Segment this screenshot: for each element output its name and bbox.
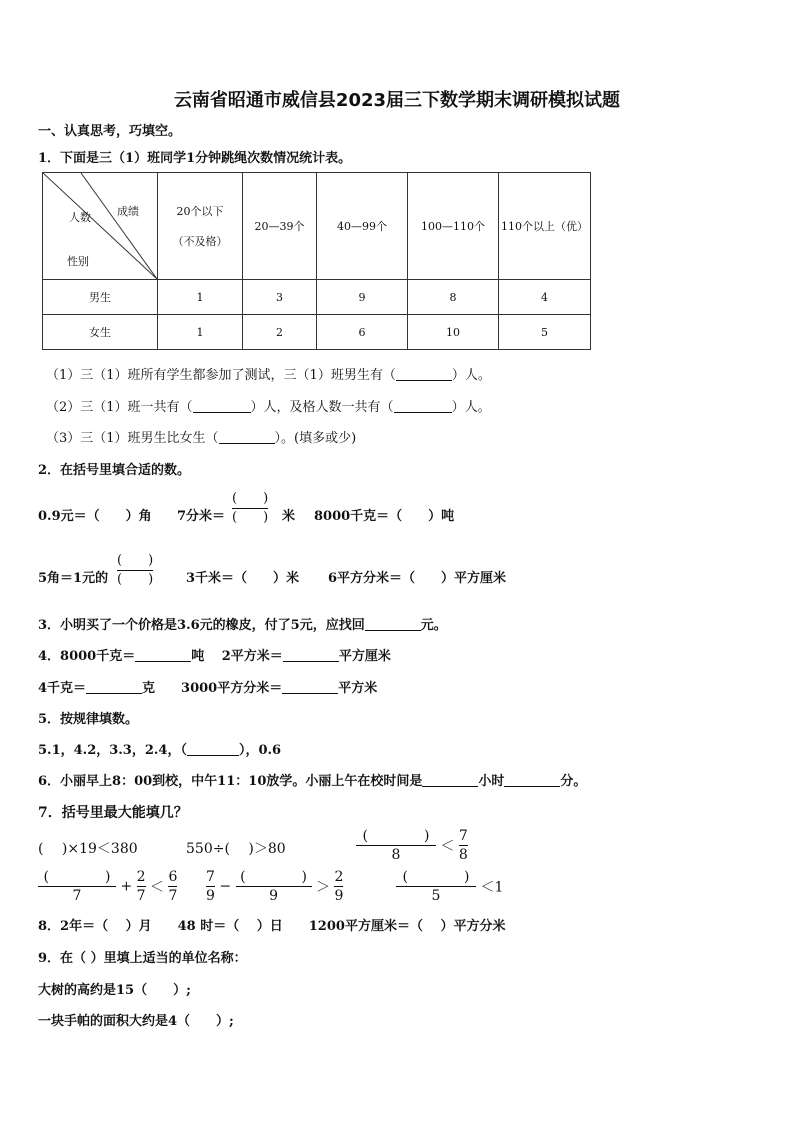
question-1-part-3: （3）三（1）班男生比女生（ ）。(填多或少) bbox=[46, 431, 357, 446]
corner-diagonal-lines bbox=[43, 173, 157, 279]
answer-blank[interactable] bbox=[86, 679, 142, 694]
question-2-stem: 2．在括号里填合适的数。 bbox=[38, 463, 191, 478]
table-header-cell: 100—110个 bbox=[408, 173, 499, 280]
q2-item-dm2: 6平方分米＝（ ）平方厘米 bbox=[328, 571, 507, 586]
question-8: 8．2年＝（ ）月 48 时＝（ ）日 1200平方厘米＝（ ）平方分米 bbox=[38, 919, 506, 934]
row-label: 女生 bbox=[43, 315, 158, 350]
corner-label-gender: 性别 bbox=[67, 255, 89, 268]
q2-item-jiao: 5角＝1元的 bbox=[38, 571, 109, 586]
question-4-row-1: 4．8000千克＝ 吨 2平方米＝ 平方厘米 bbox=[38, 649, 391, 664]
answer-blank[interactable] bbox=[283, 647, 339, 662]
answer-blank[interactable] bbox=[394, 398, 452, 413]
q7-expr-6: $\frac{( )}{5}$ ＜1 bbox=[396, 868, 503, 905]
table-cell: 1 bbox=[158, 315, 243, 350]
table-cell: 8 bbox=[408, 280, 499, 315]
corner-label-count: 人数 bbox=[69, 211, 91, 224]
q7-expr-3: $\frac{( )}{8}$ ＜ $\frac{7}{8}$ bbox=[356, 827, 468, 864]
table-cell: 1 bbox=[158, 280, 243, 315]
table-row bbox=[43, 315, 591, 350]
table-header-cell: 40—99个 bbox=[317, 173, 408, 280]
question-5-sequence: 5.1，4.2，3.3，2.4，（ ），0.6 bbox=[38, 743, 282, 758]
table-cell: 9 bbox=[317, 280, 408, 315]
q7-expr-1: ( )×19＜380 bbox=[38, 841, 138, 857]
q7-expr-4: $\frac{( )}{7}$ + $\frac{2}{7}$ ＜ $\frac{6}{7}$ bbox=[38, 868, 177, 905]
jump-rope-stats-table bbox=[42, 172, 591, 350]
question-6: 6．小丽早上8：00到校，中午11：10放学。小丽上午在校时间是 小时 分。 bbox=[38, 774, 587, 789]
table-header-cell: 110个以上（优） bbox=[499, 173, 591, 280]
table-header-cell bbox=[158, 173, 243, 280]
table-cell: 5 bbox=[499, 315, 591, 350]
answer-blank[interactable] bbox=[396, 366, 452, 381]
header-label: 20个以下 bbox=[176, 205, 224, 218]
table-cell: 10 bbox=[408, 315, 499, 350]
q2-item-yuan: 0.9元＝（ ）角 bbox=[38, 509, 152, 524]
question-9-stem: 9．在（ ）里填上适当的单位名称： bbox=[38, 951, 247, 966]
q2-item-fenmi: 7分米＝ bbox=[177, 509, 226, 524]
table-cell: 3 bbox=[243, 280, 317, 315]
answer-blank[interactable] bbox=[193, 398, 251, 413]
section-heading: 一、认真思考，巧填空。 bbox=[38, 124, 182, 139]
corner-label-score: 成绩 bbox=[117, 205, 139, 218]
answer-blank[interactable] bbox=[282, 679, 338, 694]
q2-item-km: 3千米＝（ ）米 bbox=[186, 571, 300, 586]
page-title: 云南省昭通市威信县2023届三下数学期末调研模拟试题 bbox=[173, 90, 621, 111]
q2-unit-mi: 米 bbox=[282, 509, 296, 524]
question-9-item-2: 一块手帕的面积大约是4（ ）; bbox=[38, 1014, 234, 1029]
question-1-part-2: （2）三（1）班一共有（ ）人，及格人数一共有（ ）人。 bbox=[46, 400, 491, 415]
q7-expr-2: 550÷( )＞80 bbox=[186, 841, 286, 857]
answer-blank[interactable] bbox=[219, 429, 275, 444]
table-cell: 2 bbox=[243, 315, 317, 350]
q7-expr-5: $\frac{7}{9}$ − $\frac{( )}{9}$ ＞ $\frac{2}{9}$ bbox=[206, 869, 344, 904]
answer-blank[interactable] bbox=[135, 647, 191, 662]
header-sublabel: （不及格） bbox=[172, 235, 228, 248]
table-row bbox=[43, 280, 591, 315]
q2-item-kg: 8000千克＝（ ）吨 bbox=[314, 509, 455, 524]
table-corner-cell bbox=[43, 173, 158, 280]
row-label: 男生 bbox=[43, 280, 158, 315]
table-header-cell: 20—39个 bbox=[243, 173, 317, 280]
question-9-item-1: 大树的高约是15（ ）; bbox=[38, 983, 191, 998]
question-7-stem: 7．括号里最大能填几？ bbox=[38, 805, 188, 821]
table-cell: 6 bbox=[317, 315, 408, 350]
q2-fraction-1: $\frac{( )}{( )}$ bbox=[232, 491, 269, 525]
answer-blank[interactable] bbox=[422, 772, 478, 787]
answer-blank[interactable] bbox=[187, 741, 239, 756]
question-1-stem: 1．下面是三（1）班同学1分钟跳绳次数情况统计表。 bbox=[38, 151, 352, 166]
table-cell: 4 bbox=[499, 280, 591, 315]
question-3: 3．小明买了一个价格是3.6元的橡皮，付了5元，应找回 元。 bbox=[38, 618, 447, 633]
answer-blank[interactable] bbox=[365, 616, 421, 631]
q2-fraction-2: $\frac{( )}{( )}$ bbox=[117, 553, 154, 587]
question-5-stem: 5．按规律填数。 bbox=[38, 712, 139, 727]
question-1-part-1: （1）三（1）班所有学生都参加了测试，三（1）班男生有（ ）人。 bbox=[46, 368, 491, 383]
question-4-row-2: 4千克＝ 克 3000平方分米＝ 平方米 bbox=[38, 681, 378, 696]
answer-blank[interactable] bbox=[504, 772, 560, 787]
